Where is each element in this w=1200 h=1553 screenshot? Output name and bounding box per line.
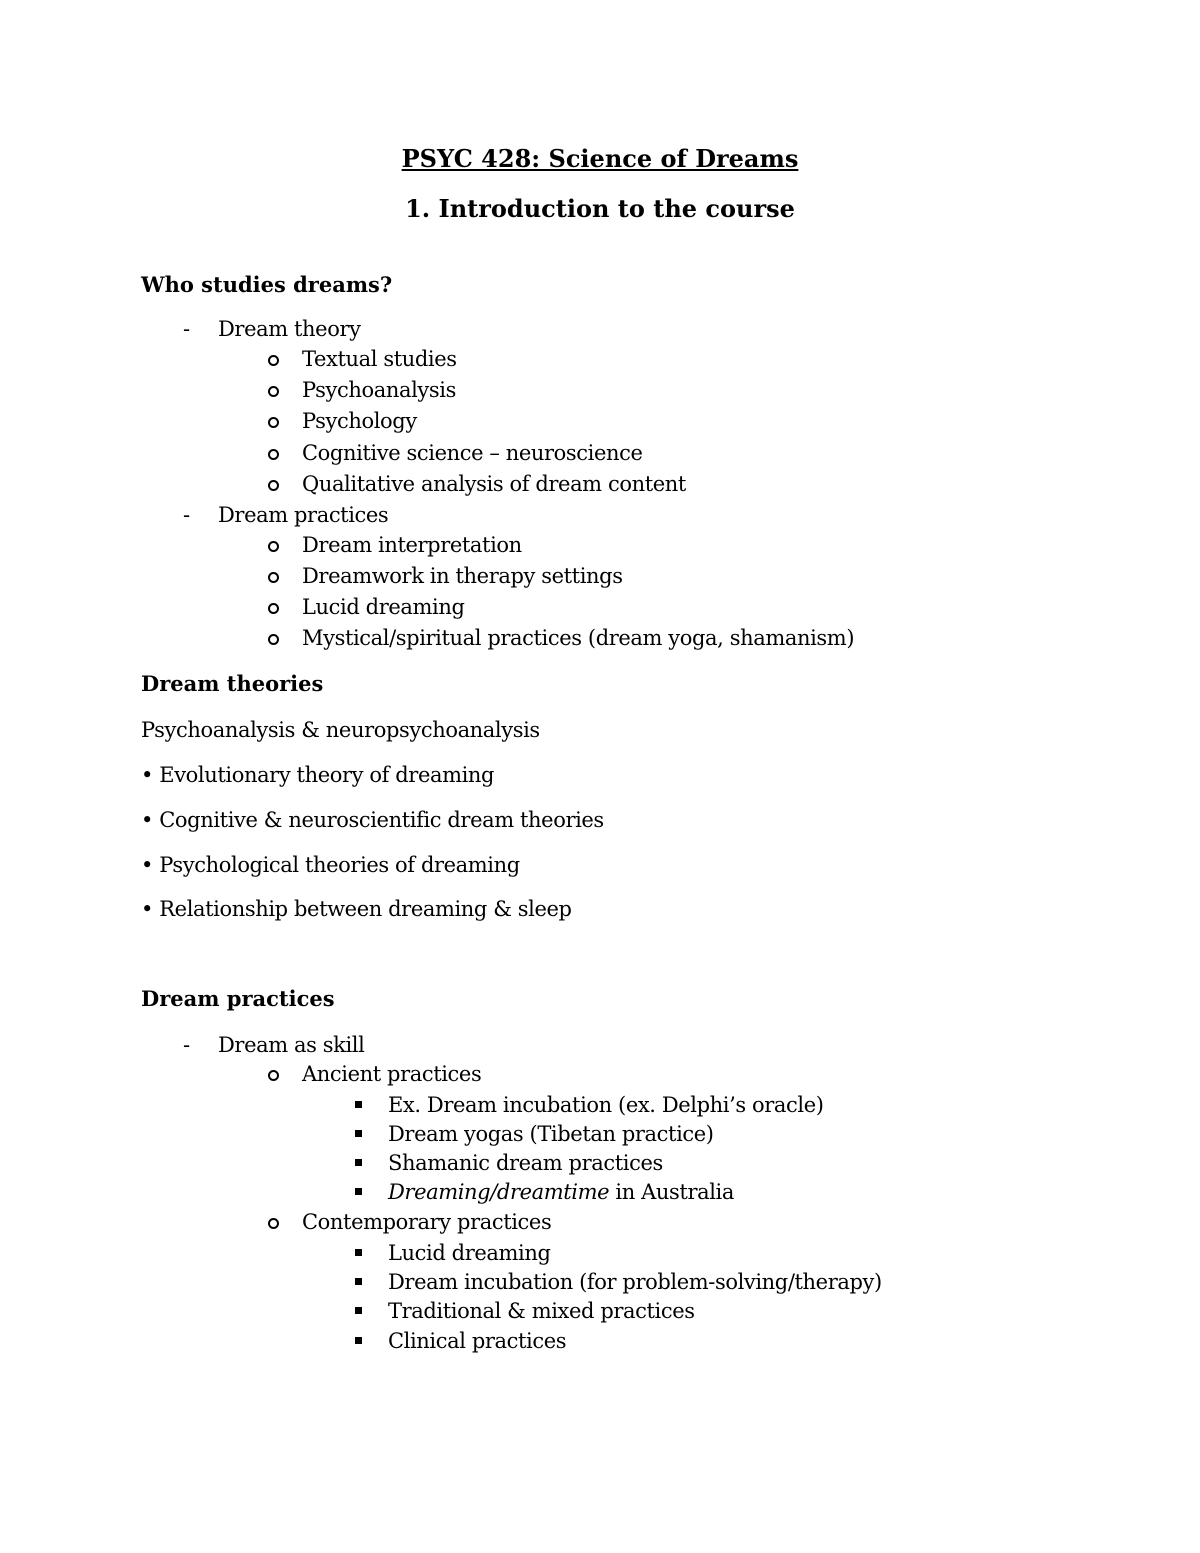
italic-term: Dreaming/dreamtime xyxy=(388,1180,610,1204)
list-item: Dream theory xyxy=(218,317,361,341)
list-item: Dream yogas (Tibetan practice) xyxy=(388,1122,714,1146)
circle-bullet-icon xyxy=(268,480,279,491)
list-item: • Evolutionary theory of dreaming xyxy=(141,763,495,787)
page-subtitle: 1. Introduction to the course xyxy=(405,194,795,223)
list-item: Dream interpretation xyxy=(302,533,522,557)
circle-bullet-icon xyxy=(268,541,279,552)
circle-bullet-icon xyxy=(268,572,279,583)
circle-bullet-icon xyxy=(268,1070,279,1081)
square-bullet-icon xyxy=(355,1337,362,1344)
circle-bullet-icon xyxy=(268,417,279,428)
circle-bullet-icon xyxy=(268,1218,279,1229)
square-bullet-icon xyxy=(355,1249,362,1256)
list-item: Lucid dreaming xyxy=(388,1241,551,1265)
list-item: Traditional & mixed practices xyxy=(388,1299,695,1323)
list-item: • Cognitive & neuroscientific dream theories xyxy=(141,808,604,832)
square-bullet-icon xyxy=(355,1307,362,1314)
square-bullet-icon xyxy=(355,1101,362,1108)
list-item: Dreamwork in therapy settings xyxy=(302,564,623,588)
list-item-rest: in Australia xyxy=(609,1180,734,1204)
list-item: Lucid dreaming xyxy=(302,595,465,619)
list-item: Textual studies xyxy=(302,347,457,371)
square-bullet-icon xyxy=(355,1159,362,1166)
heading-dream-theories: Dream theories xyxy=(141,671,324,696)
square-bullet-icon xyxy=(355,1278,362,1285)
list-item: Psychoanalysis xyxy=(302,378,456,402)
circle-bullet-icon xyxy=(268,386,279,397)
dash-bullet: - xyxy=(183,1033,191,1057)
dash-bullet: - xyxy=(183,503,191,527)
list-item: Dream practices xyxy=(218,503,389,527)
heading-who-studies-dreams: Who studies dreams? xyxy=(141,272,393,297)
list-item: Dream incubation (for problem-solving/therapy) xyxy=(388,1270,882,1294)
list-item: Ancient practices xyxy=(302,1062,482,1086)
list-item: Qualitative analysis of dream content xyxy=(302,472,686,496)
heading-dream-practices: Dream practices xyxy=(141,986,335,1011)
dash-bullet: - xyxy=(183,317,191,341)
list-item: Clinical practices xyxy=(388,1329,567,1353)
list-item: Psychology xyxy=(302,409,417,433)
circle-bullet-icon xyxy=(268,355,279,366)
square-bullet-icon xyxy=(355,1188,362,1195)
circle-bullet-icon xyxy=(268,603,279,614)
list-item: Shamanic dream practices xyxy=(388,1151,663,1175)
page-title: PSYC 428: Science of Dreams xyxy=(401,144,799,173)
circle-bullet-icon xyxy=(268,634,279,645)
list-item: Contemporary practices xyxy=(302,1210,552,1234)
list-item: Ex. Dream incubation (ex. Delphi’s oracle) xyxy=(388,1093,824,1117)
list-item: • Psychological theories of dreaming xyxy=(141,853,520,877)
square-bullet-icon xyxy=(355,1130,362,1137)
list-item: • Relationship between dreaming & sleep xyxy=(141,897,572,921)
circle-bullet-icon xyxy=(268,449,279,460)
list-item: Mystical/spiritual practices (dream yoga, shamanism) xyxy=(302,626,855,650)
list-item: Dream as skill xyxy=(218,1033,365,1057)
list-item: Cognitive science – neuroscience xyxy=(302,441,643,465)
list-item: Psychoanalysis & neuropsychoanalysis xyxy=(141,718,540,742)
list-item xyxy=(388,1178,734,1206)
